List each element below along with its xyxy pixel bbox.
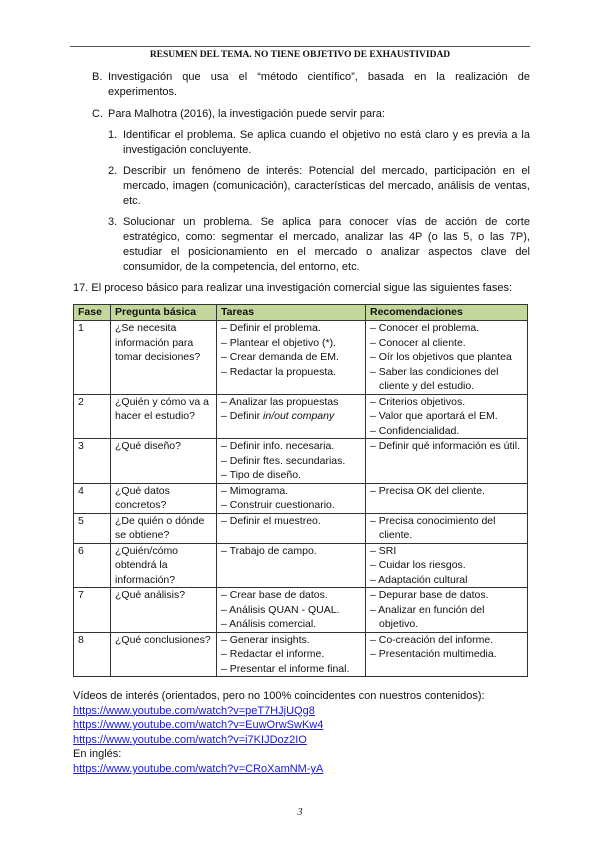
video-link-3[interactable]: https://www.youtube.com/watch?v=i7KIJDoz2IO xyxy=(73,733,307,746)
tareas-item: – Definir info. necesaria. xyxy=(221,440,335,452)
recomendaciones-item: – Conocer al cliente. xyxy=(370,336,466,349)
item-c-marker: C. xyxy=(92,108,103,120)
running-header: RESUMEN DEL TEMA. NO TIENE OBJETIVO DE EXHAUSTIVIDAD xyxy=(149,50,451,60)
cell-fase: 3 xyxy=(74,439,111,484)
sublist-item-3 xyxy=(108,215,530,275)
table-row xyxy=(74,588,528,633)
table-row xyxy=(74,394,528,439)
item-17-marker: 17. xyxy=(73,282,89,294)
cell-fase: 6 xyxy=(74,543,111,588)
english-label: En inglés: xyxy=(73,748,122,761)
recomendaciones-item: – Presentación multimedia. xyxy=(370,648,497,660)
tareas-item: – Tipo de diseño. xyxy=(221,469,301,481)
sublist-item-2 xyxy=(108,164,530,209)
recomendaciones-item: – Criterios objetivos. xyxy=(370,395,466,408)
header-fase: Fase xyxy=(74,305,111,321)
table-row xyxy=(74,543,528,588)
cell-pregunta: ¿Quién/cómo obtendrá la información? xyxy=(111,543,217,588)
cell-fase: 7 xyxy=(74,588,111,633)
sublist-text: Solucionar un problema. Se aplica para conocer vías de acción de corte estratégico, como: segmentar el mercado, analizar las 4P (o las 5, o las 7P), estudiar el posicionamiento en el mercado o analizar aspectos clave del consumidor, de la competencia, del entorno, etc. xyxy=(123,216,530,273)
cell-pregunta: ¿Se necesita información para tomar decisiones? xyxy=(111,321,217,395)
cell-recomendaciones xyxy=(366,632,528,677)
recomendaciones-item: – Analizar en función del objetivo. xyxy=(370,603,485,630)
cell-tareas xyxy=(217,439,366,484)
video-link-english[interactable]: https://www.youtube.com/watch?v=CRoXamNM-yA xyxy=(73,762,324,775)
item-c-text: Para Malhotra (2016), la investigación puede servir para: xyxy=(108,108,385,120)
recomendaciones-item: – Oír los objetivos que plantea xyxy=(370,351,512,363)
cell-pregunta: ¿De quién o dónde se obtiene? xyxy=(111,513,217,543)
sublist-marker: 1. xyxy=(108,129,118,141)
table-header-row xyxy=(74,305,528,321)
tareas-item: – Mimograma. xyxy=(221,484,289,497)
cell-fase: 1 xyxy=(74,321,111,395)
recomendaciones-item: – Confidencialidad. xyxy=(370,424,460,437)
videos-section xyxy=(73,689,530,777)
cell-recomendaciones xyxy=(366,543,528,588)
table-row xyxy=(74,483,528,513)
cell-tareas xyxy=(217,543,366,588)
sublist-marker: 3. xyxy=(108,216,118,228)
cell-tareas xyxy=(217,321,366,395)
recomendaciones-item: – SRI xyxy=(370,544,397,557)
item-17 xyxy=(73,281,530,296)
recomendaciones-item: – Cuidar los riesgos. xyxy=(370,559,466,571)
table-row xyxy=(74,513,528,543)
cell-recomendaciones xyxy=(366,588,528,633)
cell-fase: 2 xyxy=(74,394,111,439)
tareas-item: – Crear base de datos. xyxy=(221,589,328,601)
cell-recomendaciones xyxy=(366,483,528,513)
recomendaciones-item: – Precisa conocimiento del cliente. xyxy=(370,514,496,541)
cell-pregunta: ¿Qué análisis? xyxy=(111,588,217,633)
tareas-item: – Análisis comercial. xyxy=(221,618,317,630)
recomendaciones-item: – Valor que aportará el EM. xyxy=(370,410,498,422)
cell-recomendaciones xyxy=(366,439,528,484)
cell-pregunta: ¿Qué datos concretos? xyxy=(111,483,217,513)
cell-recomendaciones xyxy=(366,321,528,395)
item-b xyxy=(92,70,530,100)
tareas-item: – Crear demanda de EM. xyxy=(221,351,339,363)
tareas-item: – Redactar la propuesta. xyxy=(221,365,336,378)
sublist-text: Describir un fenómeno de interés: Potencial del mercado, participación en el mercado, imagen (comunicación), características del mercado, análisis de ventas, etc. xyxy=(123,165,530,207)
recomendaciones-item: – Conocer el problema. xyxy=(370,322,480,334)
tareas-item: – Plantear el objetivo (*). xyxy=(221,336,336,349)
video-link-2[interactable]: https://www.youtube.com/watch?v=EuwOrwSwKw4 xyxy=(73,719,324,732)
cell-recomendaciones xyxy=(366,394,528,439)
video-link-1[interactable]: https://www.youtube.com/watch?v=peT7HJjUQg8 xyxy=(73,704,315,717)
tareas-item: – Trabajo de campo. xyxy=(221,544,317,557)
table-row xyxy=(74,321,528,395)
tareas-item: – Análisis QUAN - QUAL. xyxy=(221,603,340,616)
page-number: 3 xyxy=(297,806,303,818)
recomendaciones-item: – Saber las condiciones del cliente y del estudio. xyxy=(370,365,499,392)
sublist-text: Identificar el problema. Se aplica cuando el objetivo no está claro y es previa a la investigación concluyente. xyxy=(123,129,530,156)
cell-tareas xyxy=(217,513,366,543)
tareas-item: – Analizar las propuestas xyxy=(221,395,339,408)
cell-fase: 5 xyxy=(74,513,111,543)
item-c xyxy=(92,107,530,122)
table-row xyxy=(74,439,528,484)
videos-intro: Vídeos de interés (orientados, pero no 100% coincidentes con nuestros contenidos): xyxy=(73,690,485,702)
phases-table xyxy=(73,304,528,677)
sublist-item-1 xyxy=(108,128,530,158)
header-rule xyxy=(70,46,530,47)
tareas-item: – Definir in/out company xyxy=(221,410,335,422)
cell-fase: 4 xyxy=(74,483,111,513)
header-tareas: Tareas xyxy=(217,305,366,321)
document-page xyxy=(70,0,530,838)
recomendaciones-item: – Adaptación cultural xyxy=(370,573,468,586)
cell-recomendaciones xyxy=(366,513,528,543)
item-b-marker: B. xyxy=(92,71,103,83)
cell-tareas xyxy=(217,394,366,439)
tareas-item: – Redactar el informe. xyxy=(221,648,325,660)
cell-tareas xyxy=(217,588,366,633)
cell-tareas xyxy=(217,483,366,513)
cell-pregunta: ¿Qué conclusiones? xyxy=(111,632,217,677)
item-17-text: El proceso básico para realizar una investigación comercial sigue las siguientes fases: xyxy=(91,282,513,294)
recomendaciones-item: – Depurar base de datos. xyxy=(370,589,489,601)
cell-pregunta: ¿Qué diseño? xyxy=(111,439,217,484)
cell-tareas xyxy=(217,632,366,677)
tareas-item: – Presentar el informe final. xyxy=(221,662,350,675)
table-row xyxy=(74,632,528,677)
item-b-text: Investigación que usa el “método científico”, basada en la realización de experimentos. xyxy=(108,71,530,98)
recomendaciones-item: – Precisa OK del cliente. xyxy=(370,484,485,497)
header-pregunta: Pregunta básica xyxy=(111,305,217,321)
tareas-item: – Generar insights. xyxy=(221,633,310,646)
cell-fase: 8 xyxy=(74,632,111,677)
recomendaciones-item: – Definir qué información es útil. xyxy=(370,440,520,452)
cell-pregunta: ¿Quién y cómo va a hacer el estudio? xyxy=(111,394,217,439)
tareas-item: – Definir ftes. secundarias. xyxy=(221,454,346,467)
tareas-item: – Definir el muestreo. xyxy=(221,514,321,527)
tareas-item: – Construir cuestionario. xyxy=(221,499,335,511)
recomendaciones-item: – Co-creación del informe. xyxy=(370,633,494,646)
header-recomendaciones: Recomendaciones xyxy=(366,305,528,321)
tareas-item: – Definir el problema. xyxy=(221,322,321,334)
sublist-marker: 2. xyxy=(108,165,118,177)
